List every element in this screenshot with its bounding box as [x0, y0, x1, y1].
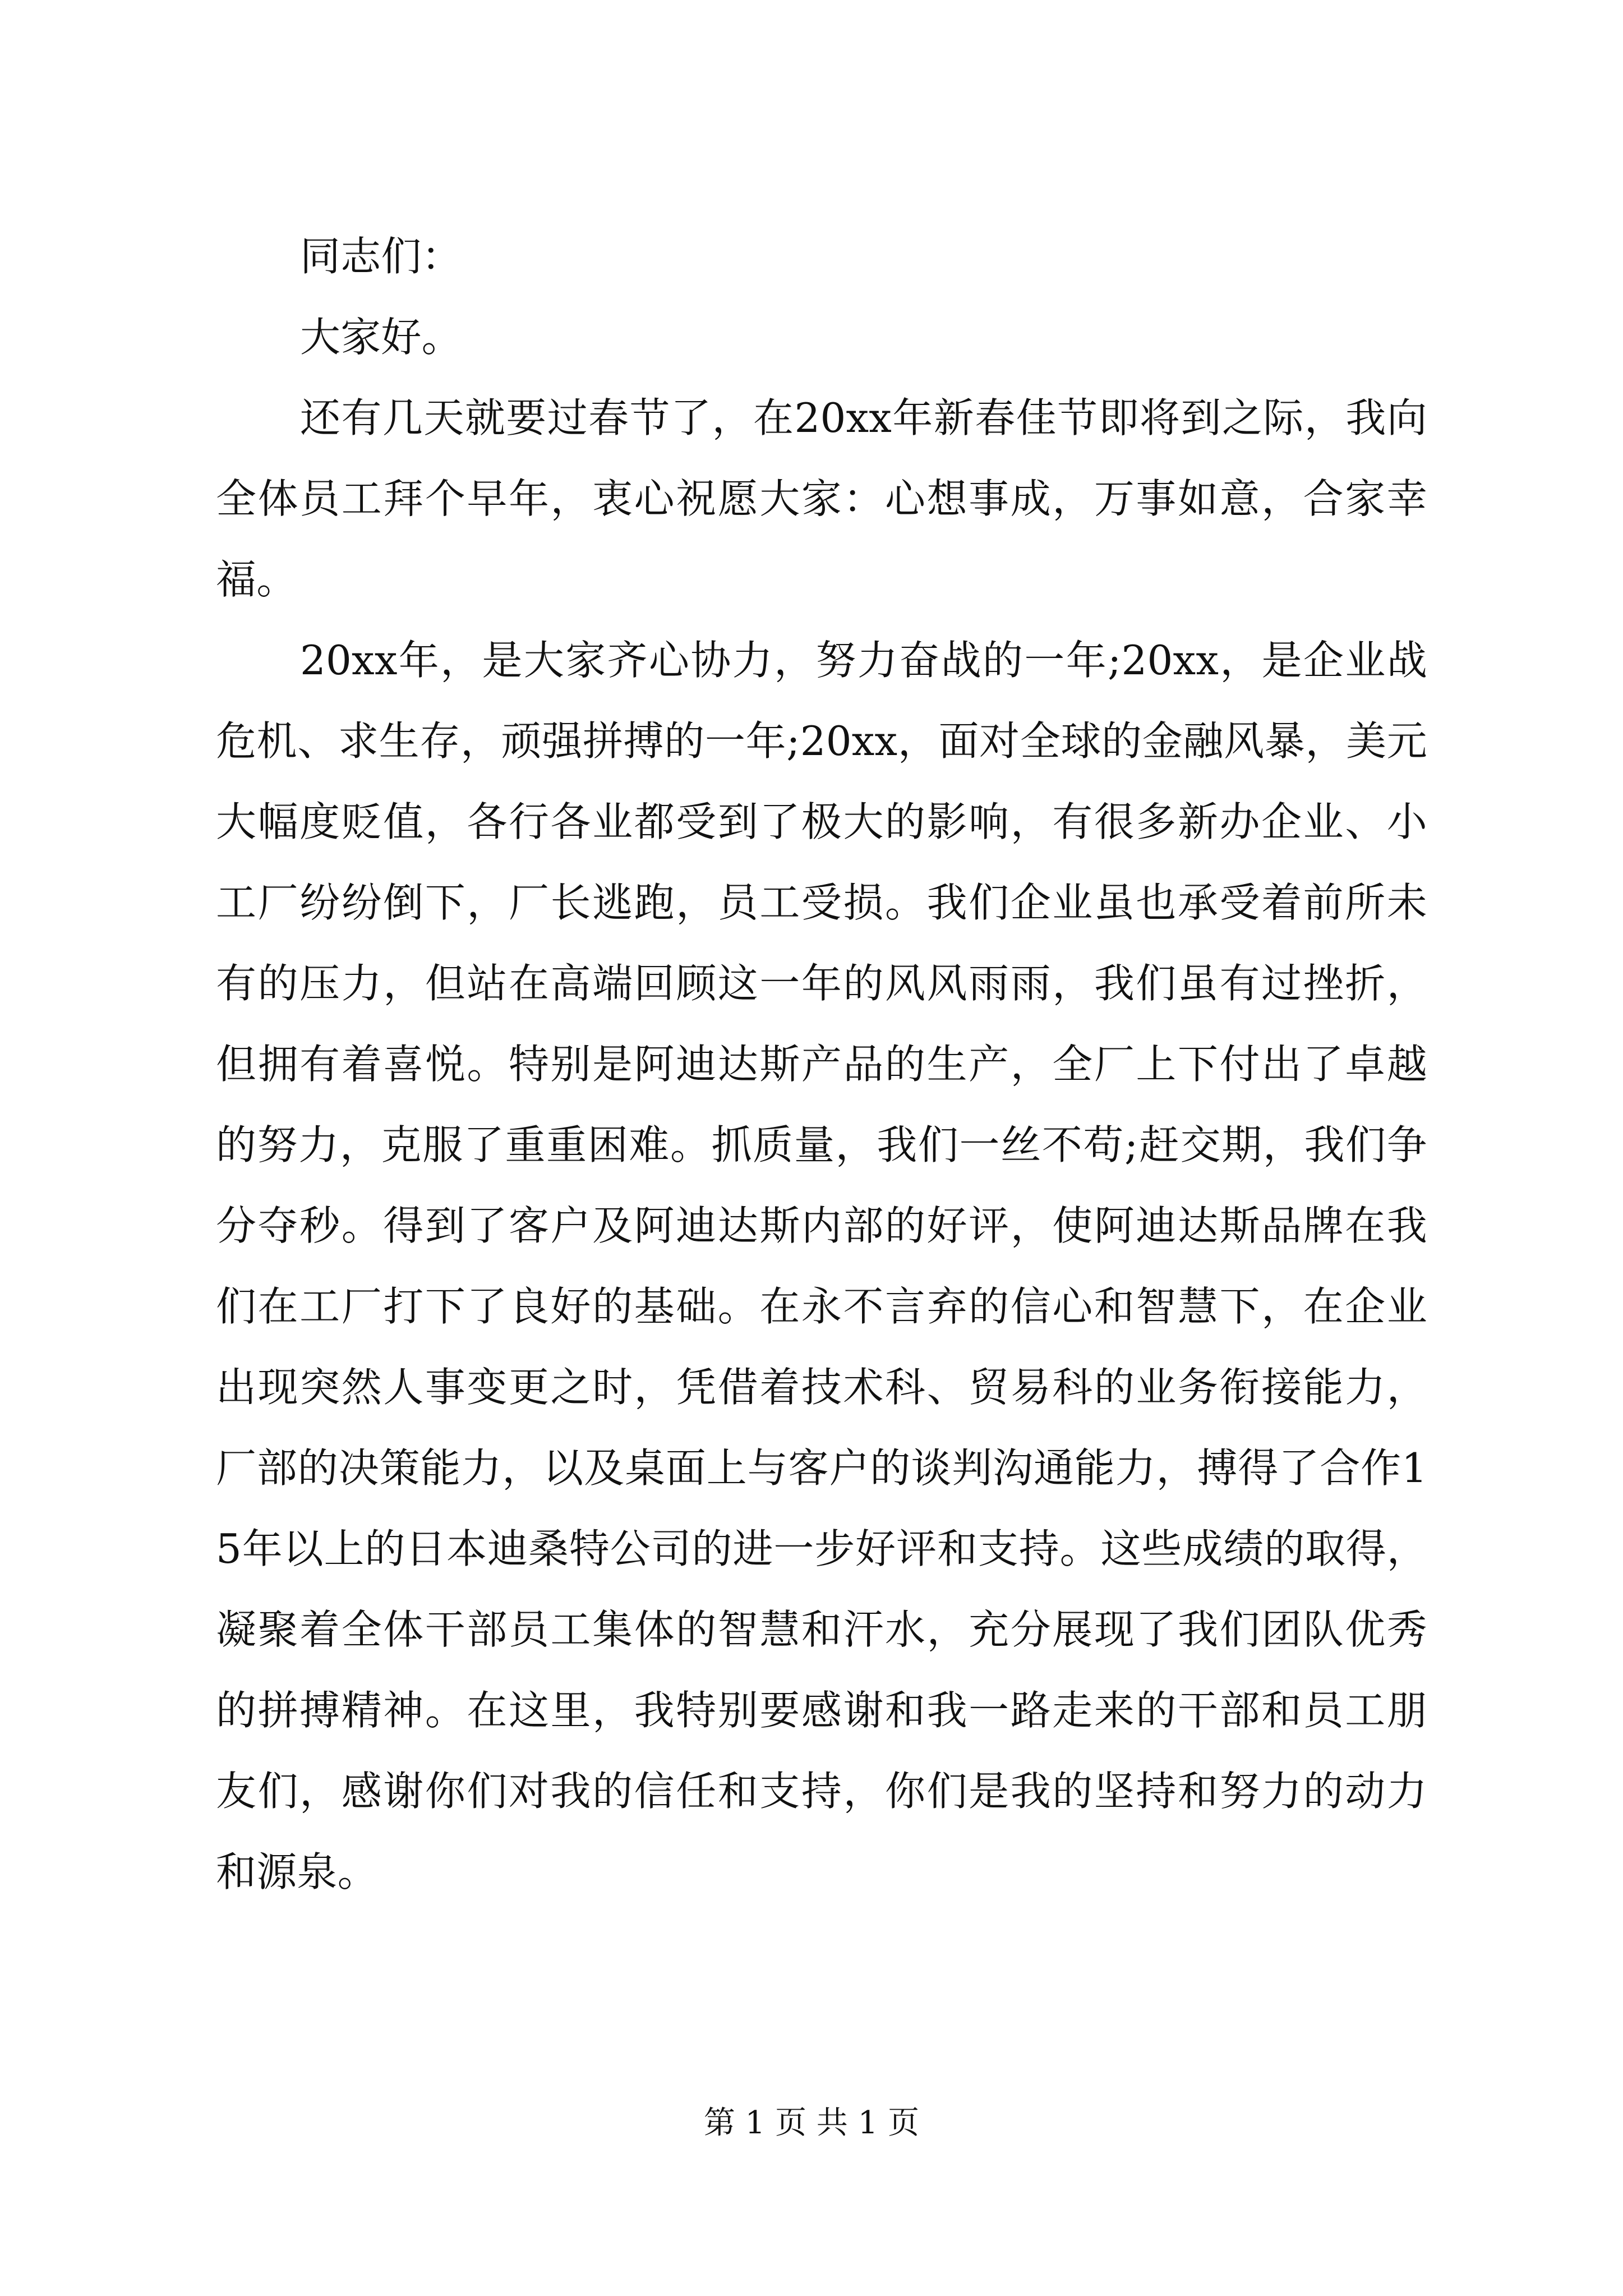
- document-body: [216, 216, 1427, 1912]
- salutation: 同志们：: [300, 233, 462, 280]
- greeting: 大家好。: [300, 314, 462, 361]
- paragraph-year-review: 20xx年，是大家齐心协力，努力奋战的一年;20xx，是企业战危机、求生存，顽强拼搏的一年;20xx，面对全球的金融风暴，美元大幅度贬值，各行各业都受到了极大的影响，有很多新办企业、小工厂纷纷倒下，厂长逃跑，员工受损。我们企业虽也承受着前所未有的压力，但站在高端回顾这一年的风风雨雨，我们虽有过挫折，但拥有着喜悦。特别是阿迪达斯产品的生产，全厂上下付出了卓越的努力，克服了重重困难。抓质量，我们一丝不苟;赶交期，我们争分夺秒。得到了客户及阿迪达斯内部的好评，使阿迪达斯品牌在我们在工厂打下了良好的基础。在永不言弃的信心和智慧下，在企业出现突然人事变更之时，凭借着技术科、贸易科的业务衔接能力，厂部的决策能力，以及桌面上与客户的谈判沟通能力，搏得了合作15年以上的日本迪桑特公司的进一步好评和支持。这些成绩的取得，凝聚着全体干部员工集体的智慧和汗水，充分展现了我们团队优秀的拼搏精神。在这里，我特别要感谢和我一路走来的干部和员工朋友们，感谢你们对我的信任和支持，你们是我的坚持和努力的动力和源泉。: [216, 637, 1427, 1895]
- paragraph-new-year-wishes: 还有几天就要过春节了，在20xx年新春佳节即将到之际，我向全体员工拜个早年，衷心祝愿大家：心想事成，万事如意，合家幸福。: [216, 394, 1427, 603]
- page-footer: 第 1 页 共 1 页: [703, 2105, 920, 2141]
